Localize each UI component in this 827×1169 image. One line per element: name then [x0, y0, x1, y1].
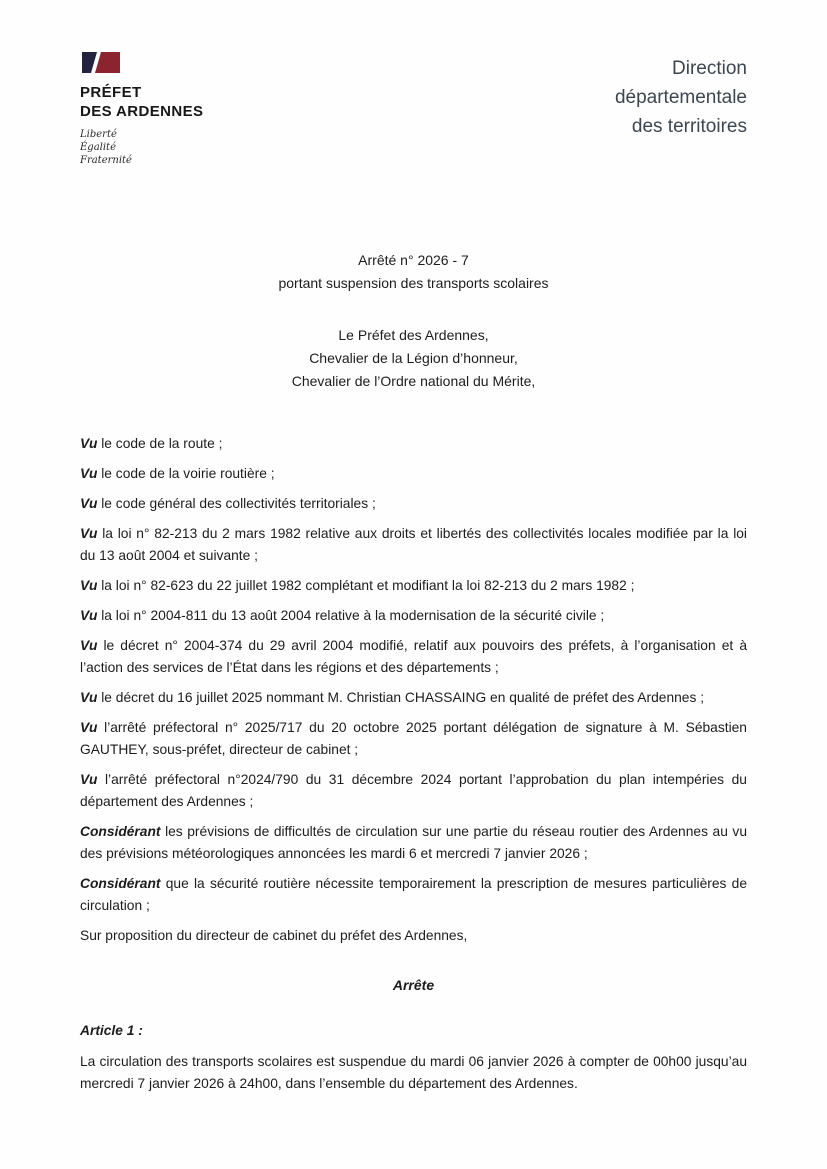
recital	[80, 493, 747, 515]
motto-line-egalite: Égalité	[80, 142, 116, 153]
recital	[80, 821, 747, 865]
recital	[80, 605, 747, 627]
recital-text: les prévisions de difficultés de circulation sur une partie du réseau routier des Ardennes au vu des prévisions météorologiques annoncées les mardi 6 et mercredi 7 janvier 2026 ;	[80, 824, 747, 861]
recital	[80, 635, 747, 679]
recital-text: que la sécurité routière nécessite temporairement la prescription de mesures particulières de circulation ;	[80, 876, 747, 913]
prefecture-logo	[80, 52, 340, 167]
prefecture-name-line1: PRÉFET	[80, 84, 142, 101]
salutation-line3: Chevalier de l’Ordre national du Mérite,	[291, 373, 536, 389]
recital-text: le code général des collectivités territoriales ;	[101, 496, 376, 511]
recital-lead: Vu	[80, 466, 98, 481]
recital-lead: Considérant	[80, 876, 161, 891]
prefecture-name-line2: DES ARDENNES	[80, 103, 204, 120]
direction-title	[615, 52, 747, 141]
salutation-line2: Chevalier de la Légion d’honneur,	[309, 350, 518, 366]
recital-lead: Vu	[80, 720, 98, 735]
prefecture-name	[80, 83, 340, 121]
recital-text: Sur proposition du directeur de cabinet du préfet des Ardennes,	[80, 928, 468, 943]
recital-lead: Vu	[80, 608, 98, 623]
recital	[80, 717, 747, 761]
salutation-block	[80, 324, 747, 393]
article-1-block	[80, 1023, 747, 1095]
recital-text: le code de la voirie routière ;	[101, 466, 275, 481]
recital	[80, 575, 747, 597]
recital-text: l’arrêté préfectoral n° 2025/717 du 20 octobre 2025 portant délégation de signature à M. Sébastien GAUTHEY, sous-préfet, directeur de cabinet ;	[80, 720, 747, 757]
recital-text: la loi n° 2004-811 du 13 août 2004 relative à la modernisation de la sécurité civile ;	[101, 608, 605, 623]
recital-lead: Vu	[80, 436, 98, 451]
recital-text: le décret n° 2004-374 du 29 avril 2004 modifié, relatif aux pouvoirs des préfets, à l’organisation et à l’action des services de l’État dans les régions et des départements ;	[80, 638, 747, 675]
motto-line-liberte: Liberté	[80, 129, 117, 140]
recital	[80, 463, 747, 485]
recitals-section	[80, 433, 747, 947]
recital-lead: Considérant	[80, 824, 161, 839]
french-flag-icon	[82, 52, 340, 78]
article-1-text: La circulation des transports scolaires est suspendue du mardi 06 janvier 2026 à compter de 00h00 jusqu’au mercredi 7 janvier 2026 à 24h00, dans l’ensemble du département des Ardennes.	[80, 1054, 747, 1091]
decree-subject: portant suspension des transports scolaires	[278, 275, 549, 291]
recital-lead: Vu	[80, 578, 98, 593]
article-1-label: Article 1 :	[80, 1023, 143, 1038]
recital-lead: Vu	[80, 690, 98, 705]
header	[80, 52, 747, 167]
recital	[80, 687, 747, 709]
recital	[80, 873, 747, 917]
decree-title-block	[80, 249, 747, 295]
direction-line1: Direction	[672, 58, 747, 79]
recital-text: la loi n° 82-213 du 2 mars 1982 relative aux droits et libertés des collectivités locales modifiée par la loi du 13 août 2004 et suivante ;	[80, 526, 747, 563]
decree-word: Arrête	[392, 977, 435, 993]
recital	[80, 769, 747, 813]
motto	[80, 128, 340, 167]
salutation-line1: Le Préfet des Ardennes,	[338, 327, 489, 343]
recital-lead: Vu	[80, 638, 98, 653]
recital-text: le décret du 16 juillet 2025 nommant M. Christian CHASSAING en qualité de préfet des Ardennes ;	[101, 690, 705, 705]
recital-text: la loi n° 82-623 du 22 juillet 1982 complétant et modifiant la loi 82-213 du 2 mars 1982 ;	[101, 578, 635, 593]
recital	[80, 925, 747, 947]
recital-lead: Vu	[80, 526, 98, 541]
direction-line2: départementale	[614, 87, 747, 108]
recital-lead: Vu	[80, 772, 98, 787]
motto-line-fraternite: Fraternité	[80, 155, 132, 166]
direction-line3: des territoires	[631, 116, 747, 137]
recital	[80, 433, 747, 455]
recital	[80, 523, 747, 567]
recital-lead: Vu	[80, 496, 98, 511]
recital-text: le code de la route ;	[101, 436, 223, 451]
recital-text: l’arrêté préfectoral n°2024/790 du 31 décembre 2024 portant l’approbation du plan intempéries du département des Ardennes ;	[80, 772, 747, 809]
decree-number: Arrêté n° 2026 - 7	[358, 252, 469, 268]
